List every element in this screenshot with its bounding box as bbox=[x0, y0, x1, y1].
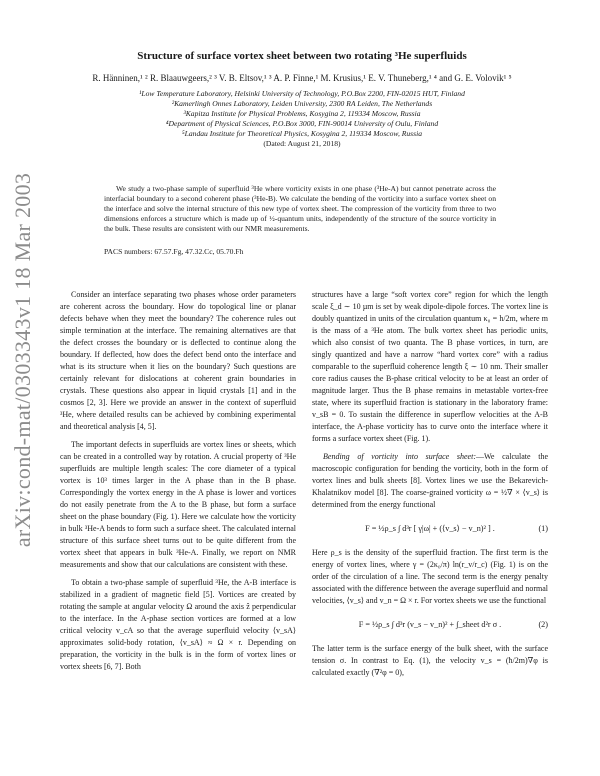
affiliation-5: ⁵Landau Institute for Theoretical Physics, Kosygina 2, 119334 Moscow, Russia bbox=[181, 129, 422, 139]
paragraph-surface-energy: The latter term is the surface energy of the bulk sheet, with the surface tension σ. In contrast to Eq. (1), the velocity v_s = (ħ/2m)∇φ is calculated exactly (∇²φ = 0), bbox=[312, 644, 548, 677]
paper-title: Structure of surface vortex sheet between two rotating ³He superfluids bbox=[137, 50, 467, 62]
affiliation-4: ⁴Department of Physical Sciences, P.O.Box 3000, FIN-90014 University of Oulu, Finland bbox=[165, 119, 439, 129]
equation-2-body: F = ½ρ_s ∫ d³r (v_s − v_n)² + ∫_sheet d²r σ . bbox=[358, 620, 502, 629]
paragraph-bending-text: —We calculate the macroscopic configuration for bending the vorticity, both in the form of vortex lines and bulk sheets [8]. Vortex lines we use the Bekarevich-Khalatnikov model [8]. The coarse-grained vorticity ω = ½∇ × ⟨v_s⟩ is determined from the energy functional bbox=[312, 452, 548, 509]
equation-1 bbox=[312, 517, 548, 541]
paragraph-two-phase-sample: To obtain a two-phase sample of superfluid ³He, the A-B interface is stabilized in a gradient of magnetic field [5]. Vortices are created by rotating the sample at angular velocity Ω around the axis ẑ perpendicular to the interface. In the A-phase section vortices are formed at a low critical velocity v_cA so that the average superfluid velocity ⟨v_sA⟩ approximates solid-body rotation, ⟨v_sA⟩ ≈ Ω × r. Depending on preparation, the vorticity in the bulk is in the form of vortex lines or vortex sheets [6, 7]. Both bbox=[60, 578, 296, 671]
equation-2-number: (2) bbox=[538, 620, 548, 629]
dated-line: (Dated: August 21, 2018) bbox=[263, 139, 341, 149]
arxiv-identifier bbox=[3, 115, 43, 605]
affiliation-1: ¹Low Temperature Laboratory, Helsinki University of Technology, P.O.Box 2200, FIN-02015 HUT, Finland bbox=[139, 89, 465, 98]
paragraph-introduction: Consider an interface separating two phases whose order parameters are coherent across the boundary. How do topological line or planar defects behave when they meet the boundary? The coherence rules out simple termination at the interface. The remaining alternatives are that the defect crosses the boundary or is deflected to continue along the boundary. If deflected, how does the defect bend onto the interface and what is its structure when it lies on the boundary? Such questions are certainly relevant for dislocations at coherent grain boundaries in crystals. These questions also appear in liquid crystals [1] and in the cosmos [2, 3]. Here we provide an answer in the context of superfluid ³He, where detailed results can be achieved by combining experimental and theoretical analysis [4, 5]. bbox=[60, 290, 296, 431]
paragraph-energy-terms: Here ρ_s is the density of the superfluid fraction. The first term is the energy of vortex lines, where γ = (2κ₀/π) ln(r_v/r_c) (Fig. 1) is on the order of the circulation of a line. The second term is the energy penalty associated with the difference between the average superfluid and normal velocities, ⟨v_s⟩ and v_n = Ω × r. For vortex sheets we use the functional bbox=[312, 548, 548, 605]
pacs-numbers: PACS numbers: 67.57.Fg, 47.32.Cc, 05.70.Fh bbox=[104, 247, 244, 256]
paragraph-bending bbox=[312, 451, 548, 511]
equation-1-body: F = ½ρ_s ∫ d³r [ γ|ω| + (⟨v_s⟩ − v_n)² ] . bbox=[365, 524, 495, 533]
equation-2 bbox=[312, 613, 548, 637]
section-run-in-title: Bending of vorticity into surface sheet: bbox=[323, 452, 476, 461]
author-list: R. Hänninen,¹ ² R. Blaauwgeers,² ³ V. B. Eltsov,¹ ³ A. P. Finne,¹ M. Krusius,¹ E. V. Thuneberg,¹ ⁴ and G. E. Volovik¹ ⁵ bbox=[92, 73, 512, 83]
affiliations bbox=[60, 89, 544, 150]
left-column bbox=[60, 289, 296, 679]
abstract: We study a two-phase sample of superfluid ³He where vorticity exists in one phase (³He-A) but cannot penetrate across the interfacial boundary to a second coherent phase (³He-B). We calculate the bending of the vorticity into a surface vortex sheet on the interface and solve the internal structure of this new type of vortex sheet. The compression of the vorticity from three to two dimensions enforces a structure which is made up of ½-quantum units, independently of the structure of the source vorticity in the bulk. These results are consistent with our NMR measurements. bbox=[104, 184, 496, 233]
affiliation-2: ²Kamerlingh Onnes Laboratory, Leiden University, 2300 RA Leiden, The Netherlands bbox=[171, 99, 433, 109]
paragraph-defects: The important defects in superfluids are vortex lines or sheets, which can be created in a controlled way by rotation. A crucial property of ³He superfluids are multiple length scales: The core diameter of a typical vortex is 10³ times larger in the A phase than in the B phase. Correspondingly the vortex energy in the A phase is lower and vortices do not easily penetrate from the A to the B phase, but form a surface sheet on the phase boundary (Fig. 1). Here we calculate how the vorticity in bulk ³He-A bends to form such a surface sheet. The calculated internal structure of this surface sheet turns out to be quite different from the vortex sheet that appears in bulk ³He-A. Finally, we report on NMR measurements and show that our calculations are consistent with these. bbox=[60, 440, 296, 569]
arxiv-id-text: arXiv:cond-mat/0303343v1 18 Mar 2003 bbox=[10, 172, 36, 548]
paragraph-vortex-structures: structures have a large “soft vortex core” region for which the length scale ξ_d ∼ 10 µm is set by weak dipole-dipole forces. The vortex line is doubly quantized in units of the circulation quantum κ₀ = h/2m, where m is the mass of a ³He atom. The bulk vortex sheet has periodic units, which also consist of two quanta. The B phase vortices, in turn, are singly quantized and have a narrow “hard vortex core” with a radius comparable to the superfluid coherence length ξ ∼ 10 nm. Their smaller core radius causes the B-phase critical velocity to be at least an order of magnitude larger. Thus the B phase remains in metastable vortex-free state, where its superfluid fraction is stationary in the laboratory frame: v_sB = 0. To sustain the difference in superflow velocities at the A-B interface, the A-phase vorticity has to curve onto the interface where it forms a surface vortex sheet (Fig. 1). bbox=[312, 290, 548, 443]
right-column bbox=[312, 289, 548, 685]
equation-1-number: (1) bbox=[538, 524, 548, 533]
affiliation-3: ³Kapitza Institute for Physical Problems, Kosygina 2, 119334 Moscow, Russia bbox=[183, 109, 421, 119]
